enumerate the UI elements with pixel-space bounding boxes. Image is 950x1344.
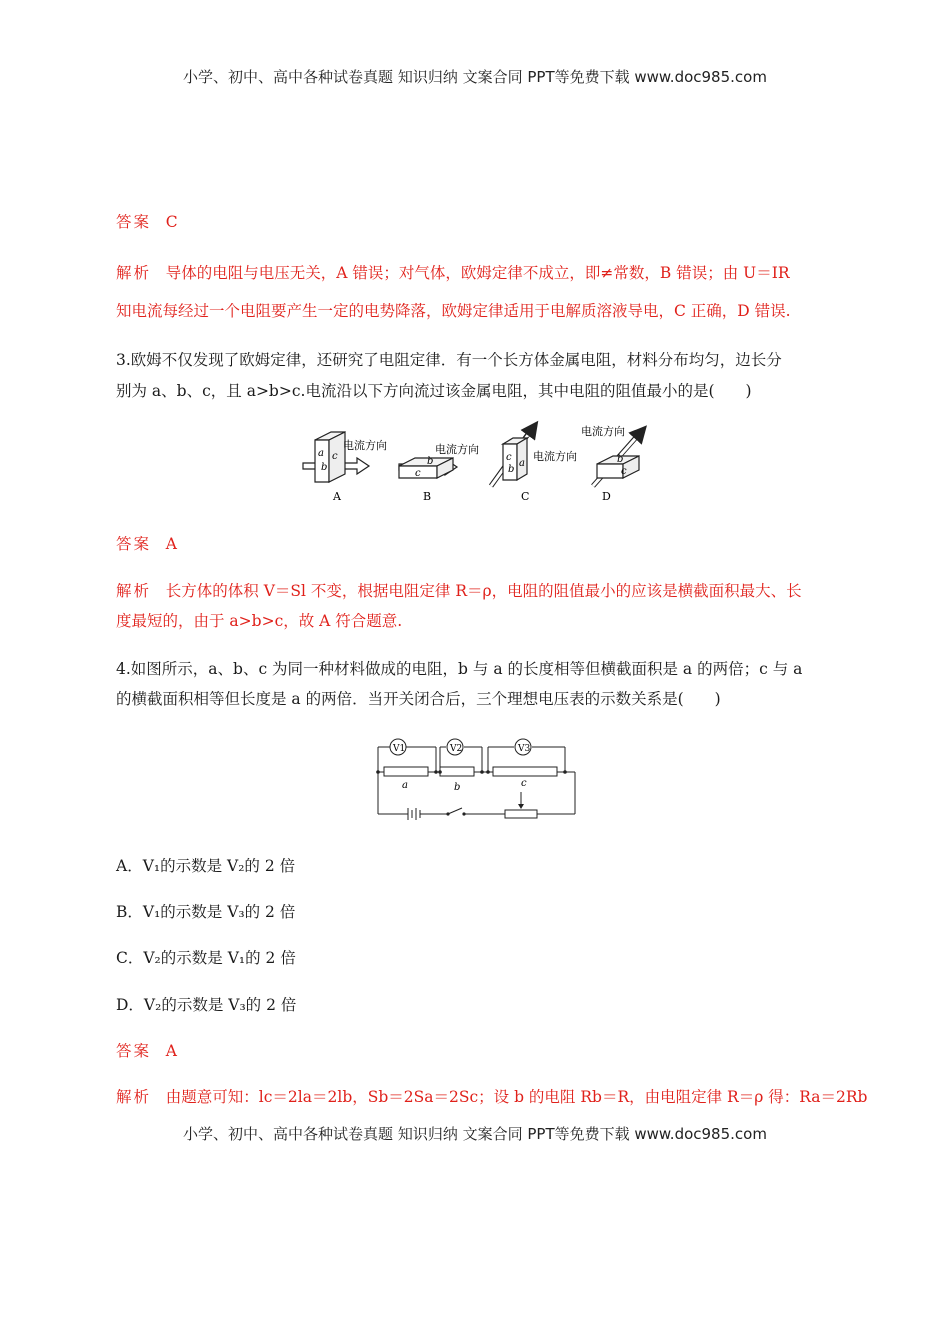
q3-answer [116, 533, 840, 555]
analysis-text: 由题意可知：lc＝2la＝2lb，Sb＝2Sa＝2Sc；设 b 的电阻 Rb＝R，由电阻定律 R＝ρ 得：Ra＝2Rb [165, 1088, 868, 1106]
edge-label-c: c [332, 451, 338, 462]
q4-stem-line1: 4.如图所示，a、b、c 为同一种材料做成的电阻，b 与 a 的长度相等但横截面积是 a 的两倍；c 与 a [116, 660, 803, 678]
q2-analysis-line1 [116, 262, 840, 284]
current-direction-label: 电流方向 [533, 450, 577, 463]
q3-figure [295, 418, 655, 510]
edge-label-c: c [415, 468, 421, 479]
answer-label: 答案 [116, 1042, 152, 1060]
q2-analysis-line2: 知电流每经过一个电阻要产生一定的电势降落，欧姆定律适用于电解质溶液导电，C 正确，D 错误. [116, 302, 791, 320]
q4-circuit-diagram [370, 730, 585, 822]
edge-label-b: b [321, 462, 328, 473]
voltmeter-v1-label: V1 [393, 744, 406, 754]
q2-answer [116, 211, 840, 233]
analysis-label: 解析 [116, 264, 152, 282]
edge-label-b: b [427, 456, 434, 467]
current-direction-label: 电流方向 [435, 443, 479, 456]
current-direction-label: 电流方向 [343, 439, 387, 452]
q3-stem-line2: 别为 a、b、c，且 a>b>c.电流沿以下方向流过该金属电阻，其中电阻的阻值最小的是( ) [116, 382, 752, 400]
analysis-label: 解析 [116, 1088, 152, 1106]
q4-option-b: B．V₁的示数是 V₃的 2 倍 [116, 903, 296, 921]
edge-label-c: c [506, 452, 512, 463]
q4-stem-line2: 的横截面积相等但长度是 a 的两倍．当开关闭合后，三个理想电压表的示数关系是( ) [116, 690, 721, 708]
edge-label-a: a [519, 458, 525, 469]
q4-analysis-line1 [116, 1086, 868, 1108]
current-direction-label: 电流方向 [581, 425, 625, 438]
q4-option-c: C．V₂的示数是 V₁的 2 倍 [116, 949, 296, 967]
analysis-text: 导体的电阻与电压无关，A 错误；对气体，欧姆定律不成立，即≠常数，B 错误；由 U＝IR [165, 264, 790, 282]
edge-label-c: c [621, 466, 627, 477]
resistor-a-label: a [402, 780, 408, 791]
option-label: B [423, 490, 432, 503]
option-label: C [521, 490, 530, 503]
q3-analysis-line2: 度最短的，由于 a>b>c，故 A 符合题意. [116, 612, 403, 630]
resistor-b-label: b [454, 782, 461, 793]
answer-value: A [165, 1042, 177, 1060]
answer-label: 答案 [116, 535, 152, 553]
figure-option-d [581, 424, 641, 503]
q4-answer [116, 1040, 840, 1062]
edge-label-a: a [318, 448, 324, 459]
option-label: A [333, 490, 341, 503]
answer-value: C [165, 213, 178, 231]
option-label: D [602, 490, 611, 503]
page-footer: 小学、初中、高中各种试卷真题 知识归纳 文案合同 PPT等免费下载 www.doc985.com [183, 1125, 767, 1143]
edge-label-b: b [617, 454, 624, 465]
voltmeter-v2-label: V2 [450, 744, 463, 754]
figure-option-b [399, 442, 479, 503]
q3-stem-line1: 3.欧姆不仅发现了欧姆定律，还研究了电阻定律．有一个长方体金属电阻，材料分布均匀，边长分 [116, 351, 782, 369]
edge-label-b: b [508, 464, 515, 475]
voltmeter-v3-label: V3 [518, 744, 531, 754]
answer-value: A [165, 535, 177, 553]
analysis-label: 解析 [116, 582, 152, 600]
q4-option-a: A．V₁的示数是 V₂的 2 倍 [116, 857, 296, 875]
analysis-text: 长方体的体积 V＝Sl 不变，根据电阻定律 R＝ρ，电阻的阻值最小的应该是横截面积最大、长 [165, 582, 802, 600]
resistor-c-label: c [521, 778, 527, 789]
q4-option-d: D．V₂的示数是 V₃的 2 倍 [116, 996, 297, 1014]
answer-label: 答案 [116, 213, 152, 231]
figure-option-c [491, 428, 577, 503]
page-header: 小学、初中、高中各种试卷真题 知识归纳 文案合同 PPT等免费下载 www.doc985.com [183, 68, 767, 86]
figure-option-a [303, 432, 387, 503]
q3-analysis-line1 [116, 580, 840, 602]
